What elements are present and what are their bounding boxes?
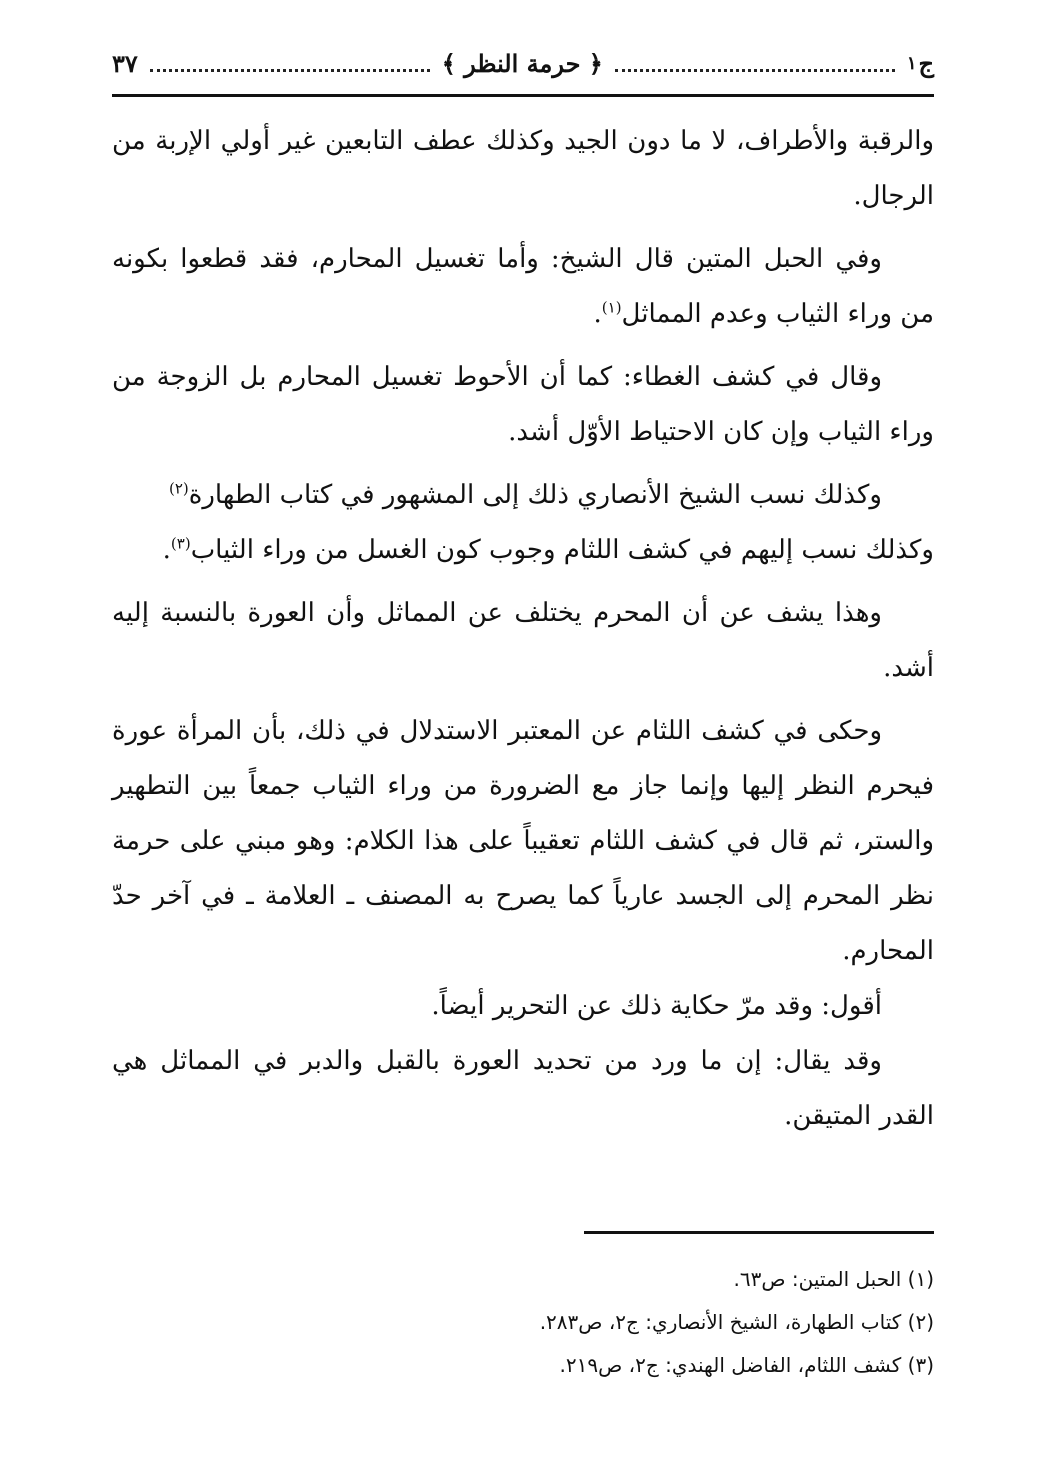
paragraph xyxy=(112,232,934,342)
paragraph xyxy=(112,704,934,979)
header-leader-dots xyxy=(150,55,430,72)
footnote: (١) الحبل المتين: ص٦٣. xyxy=(733,1267,934,1291)
main-text xyxy=(112,114,934,1144)
footnotes xyxy=(112,1258,934,1387)
volume-indicator xyxy=(907,49,934,78)
paragraph xyxy=(112,979,934,1034)
paragraph-text: وقد يقال: إن ما ورد من تحديد العورة بالقبل والدبر في المماثل هي القدر المتيقن. xyxy=(112,1046,934,1131)
running-header xyxy=(112,40,934,86)
paragraph-text: وفي الحبل المتين قال الشيخ: وأما تغسيل المحارم، فقد قطعوا بكونه من وراء الثياب وعدم المماثل xyxy=(112,244,934,329)
header-leader-dots xyxy=(615,55,895,72)
footnote-ref[interactable]: (٣) xyxy=(170,534,191,553)
footnote: (٣) كشف اللثام، الفاضل الهندي: ج٢، ص٢١٩. xyxy=(559,1353,934,1377)
paragraph-text: وهذا يشف عن أن المحرم يختلف عن المماثل وأن العورة بالنسبة إليه أشد. xyxy=(112,598,934,683)
page-number: ٣٧ xyxy=(111,48,138,78)
volume-number: ١ xyxy=(906,52,917,74)
footnote-ref[interactable]: (١) xyxy=(601,298,622,317)
footnote: (٢) كتاب الطهارة، الشيخ الأنصاري: ج٢، ص٢٨٣. xyxy=(539,1310,934,1334)
volume-label: ج xyxy=(918,48,934,78)
paragraph xyxy=(112,468,934,523)
paragraph xyxy=(112,114,934,224)
footnote-ref[interactable]: (٢) xyxy=(168,479,189,498)
paragraph-text: وقال في كشف الغطاء: كما أن الأحوط تغسيل المحارم بل الزوجة من وراء الثياب وإن كان الاحتياط الأوّل أشد. xyxy=(112,362,934,447)
paragraph-text: والرقبة والأطراف، لا ما دون الجيد وكذلك عطف التابعين غير أولي الإربة من الرجال. xyxy=(112,126,934,211)
header-rule xyxy=(112,94,934,97)
paragraph-text: أقول: وقد مرّ حكاية ذلك عن التحرير أيضاً. xyxy=(431,991,882,1021)
paragraph-text: وحكى في كشف اللثام عن المعتبر الاستدلال في ذلك، بأن المرأة عورة فيحرم النظر إليها وإنما جاز مع الضرورة من وراء الثياب جمعاً بين التطهير والستر، ثم قال في كشف اللثام تعقيباً على هذا الكلام: وهو مبني على حرمة نظر المحرم إلى الجسد عارياً كما يصرح به المصنف ـ العلامة ـ في آخر حدّ المحارم. xyxy=(112,716,934,966)
paragraph xyxy=(112,350,934,460)
header-title: ﴿ حرمة النظر ﴾ xyxy=(441,48,603,78)
paragraph-tail: . xyxy=(593,299,602,329)
paragraph-text: وكذلك نسب الشيخ الأنصاري ذلك إلى المشهور في كتاب الطهارة xyxy=(188,480,882,510)
paragraph-tail: . xyxy=(162,535,171,565)
paragraph xyxy=(112,523,934,578)
paragraph xyxy=(112,586,934,696)
paragraph xyxy=(112,1034,934,1144)
footnote-separator xyxy=(584,1231,934,1234)
paragraph-text: وكذلك نسب إليهم في كشف اللثام وجوب كون الغسل من وراء الثياب xyxy=(190,535,934,565)
